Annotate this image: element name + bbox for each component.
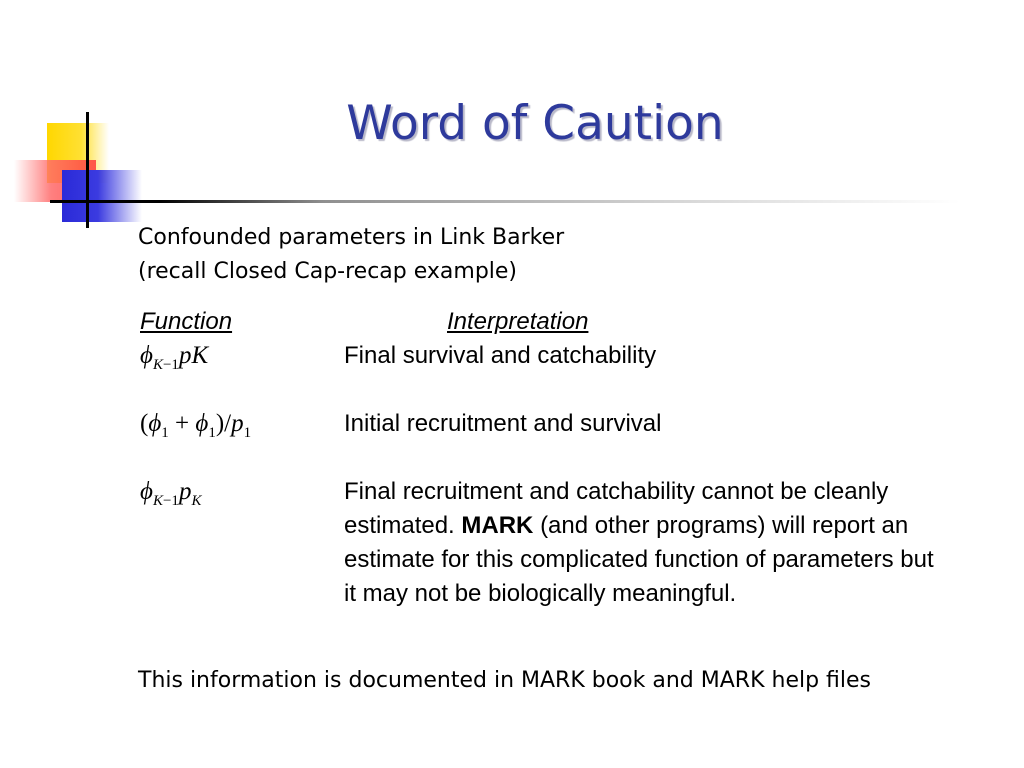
table-row xyxy=(138,339,958,373)
interpretation-part-1: Final recruitment and catchability cannot be cleanly estimated. xyxy=(344,478,889,539)
table-header xyxy=(138,305,958,339)
header-interpretation: Interpretation xyxy=(447,308,589,335)
intro-line-1: Confounded parameters in Link Barker xyxy=(138,225,565,250)
slide-title: Word of Caution xyxy=(346,96,724,151)
parameter-table xyxy=(138,305,958,611)
function-formula: $\phi_{K-1}p_K$ xyxy=(140,478,202,509)
title-underline-rule xyxy=(50,200,960,203)
function-formula: $\phi_{K-1}pK$ xyxy=(140,342,209,373)
intro-text xyxy=(138,221,564,289)
table-row xyxy=(138,475,958,611)
interpretation-text: Initial recruitment and survival xyxy=(344,410,662,437)
function-formula: $(\phi_1 + \phi_1)/p_1$ xyxy=(140,410,252,441)
interpretation-part-2: (and other programs) will report an estimate for this complicated function of parameters but it may not be biologically meaningful. xyxy=(344,512,934,607)
mark-program-name: MARK xyxy=(461,512,534,539)
interpretation-text xyxy=(344,475,944,611)
intro-line-2: (recall Closed Cap-recap example) xyxy=(138,259,518,284)
interpretation-text: Final survival and catchability xyxy=(344,342,657,369)
decorative-blue-square xyxy=(62,170,142,222)
table-row xyxy=(138,407,958,441)
header-function: Function xyxy=(140,308,233,335)
decorative-vertical-line xyxy=(86,112,89,228)
footer-note: This information is documented in MARK book and MARK help files xyxy=(138,668,872,693)
